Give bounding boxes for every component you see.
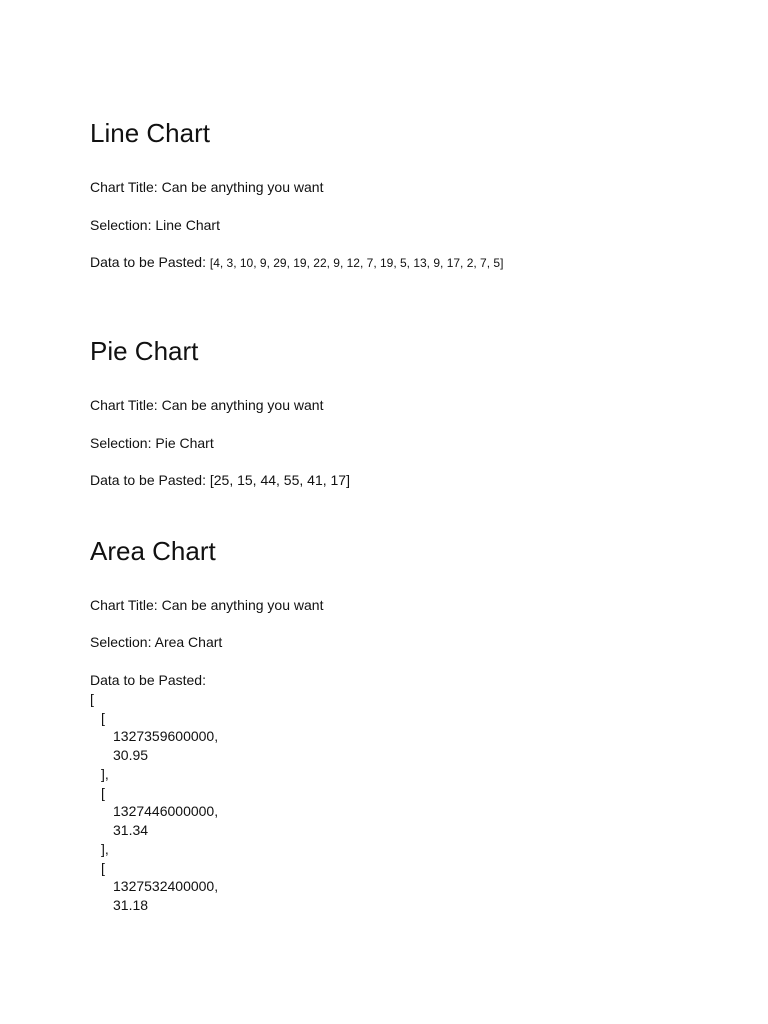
pie-chart-data-label: Data to be Pasted:	[90, 472, 210, 488]
code-line: 1327532400000,	[113, 878, 219, 894]
code-line: [	[101, 785, 105, 801]
line-chart-title-line: Chart Title: Can be anything you want	[90, 179, 324, 195]
code-line: 31.34	[113, 822, 149, 838]
code-line: [	[101, 710, 105, 726]
line-chart-heading: Line Chart	[90, 118, 210, 148]
line-chart-data-line	[90, 253, 503, 272]
line-chart-selection-line: Selection: Line Chart	[90, 217, 220, 233]
pie-chart-heading: Pie Chart	[90, 336, 199, 366]
code-line: ],	[101, 766, 109, 782]
code-line: 1327359600000,	[113, 728, 219, 744]
pie-chart-data-value: [25, 15, 44, 55, 41, 17]	[209, 472, 350, 488]
area-chart-data-label: Data to be Pasted:	[90, 672, 206, 688]
area-chart-title-line: Chart Title: Can be anything you want	[90, 597, 324, 613]
area-chart-selection-line: Selection: Area Chart	[90, 634, 223, 650]
area-chart-heading: Area Chart	[90, 536, 216, 566]
code-line: 31.18	[113, 897, 149, 913]
code-line: [	[101, 860, 105, 876]
code-line: ],	[101, 841, 109, 857]
pie-chart-selection-line: Selection: Pie Chart	[90, 435, 214, 451]
code-line: [	[90, 691, 94, 707]
line-chart-data-value: [4, 3, 10, 9, 29, 19, 22, 9, 12, 7, 19, 5, 13, 9, 17, 2, 7, 5]	[209, 256, 504, 270]
pie-chart-title-line: Chart Title: Can be anything you want	[90, 397, 324, 413]
code-line: 1327446000000,	[113, 803, 219, 819]
code-line: 30.95	[113, 747, 149, 763]
line-chart-data-label: Data to be Pasted:	[90, 254, 210, 270]
pie-chart-data-line	[90, 471, 350, 489]
